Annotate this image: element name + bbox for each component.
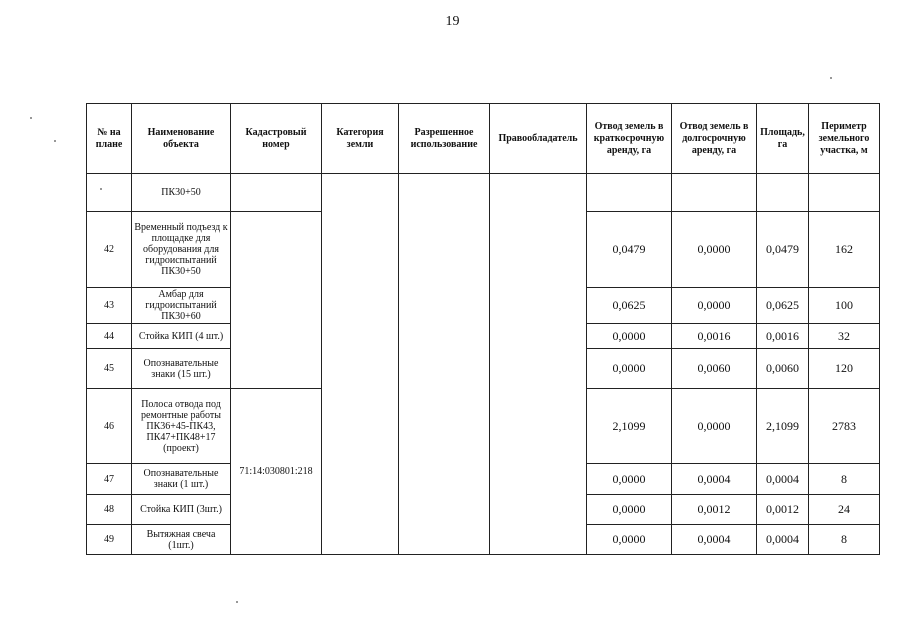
header-plan-number: № на плане xyxy=(87,104,132,174)
header-land-category: Категория земли xyxy=(322,104,399,174)
row-long-term: 0,0060 xyxy=(672,349,757,389)
row-long-term xyxy=(672,174,757,212)
row-perimeter: 24 xyxy=(809,495,880,525)
row-number: 48 xyxy=(87,495,132,525)
cadastral-number: 71:14:030801:218 xyxy=(231,389,322,555)
row-long-term: 0,0016 xyxy=(672,324,757,349)
row-short-term xyxy=(587,174,672,212)
row-object-name: Временный подъезд к площадке для оборудования для гидроиспытаний ПК30+50 xyxy=(132,212,231,288)
row-area: 0,0004 xyxy=(757,464,809,495)
permitted-use-cell xyxy=(399,174,490,555)
row-area: 0,0004 xyxy=(757,525,809,555)
row-long-term: 0,0004 xyxy=(672,464,757,495)
header-permitted-use: Разрешенное использование xyxy=(399,104,490,174)
row-short-term: 0,0000 xyxy=(587,464,672,495)
row-short-term: 2,1099 xyxy=(587,389,672,464)
row-object-name: Стойка КИП (3шт.) xyxy=(132,495,231,525)
row-object-name: Вытяжная свеча (1шт.) xyxy=(132,525,231,555)
scan-speck xyxy=(236,601,238,603)
owner-cell xyxy=(490,174,587,555)
row-area xyxy=(757,174,809,212)
row-area: 0,0625 xyxy=(757,288,809,324)
row-perimeter: 2783 xyxy=(809,389,880,464)
header-object-name: Наименование объекта xyxy=(132,104,231,174)
land-allocation-table xyxy=(86,103,880,555)
row-perimeter: 8 xyxy=(809,525,880,555)
row-object-name: Полоса отвода под ремонтные работы ПК36+45-ПК43, ПК47+ПК48+17 (проект) xyxy=(132,389,231,464)
scan-speck xyxy=(30,117,32,119)
row-number: 49 xyxy=(87,525,132,555)
row-object-name: Стойка КИП (4 шт.) xyxy=(132,324,231,349)
table-header-row xyxy=(87,104,880,174)
row-short-term: 0,0000 xyxy=(587,324,672,349)
row-area: 2,1099 xyxy=(757,389,809,464)
row-long-term: 0,0004 xyxy=(672,525,757,555)
page-number: 19 xyxy=(445,14,460,29)
row-number: 45 xyxy=(87,349,132,389)
row-perimeter: 8 xyxy=(809,464,880,495)
row-number: 44 xyxy=(87,324,132,349)
row-perimeter: 100 xyxy=(809,288,880,324)
row-object-name: Амбар для гидроиспытаний ПК30+60 xyxy=(132,288,231,324)
table-row xyxy=(87,174,880,212)
land-category-cell xyxy=(322,174,399,555)
row-long-term: 0,0000 xyxy=(672,212,757,288)
row-area: 0,0012 xyxy=(757,495,809,525)
row-object-name: Опознавательные знаки (1 шт.) xyxy=(132,464,231,495)
header-owner: Правообладатель xyxy=(490,104,587,174)
row-number: 47 xyxy=(87,464,132,495)
row-short-term: 0,0000 xyxy=(587,525,672,555)
cadastral-cell-upper xyxy=(231,212,322,389)
cadastral-cell-top xyxy=(231,174,322,212)
row-number: 46 xyxy=(87,389,132,464)
row-number: 42 xyxy=(87,212,132,288)
row-short-term: 0,0479 xyxy=(587,212,672,288)
row-perimeter: 32 xyxy=(809,324,880,349)
scan-speck xyxy=(100,188,102,190)
scan-speck xyxy=(830,77,832,79)
row-object-name: Опознавательные знаки (15 шт.) xyxy=(132,349,231,389)
header-short-term-lease: Отвод земель в краткосрочную аренду, га xyxy=(587,104,672,174)
row-short-term: 0,0625 xyxy=(587,288,672,324)
row-perimeter: 162 xyxy=(809,212,880,288)
row-short-term: 0,0000 xyxy=(587,495,672,525)
row-long-term: 0,0000 xyxy=(672,288,757,324)
header-perimeter: Периметр земельного участка, м xyxy=(809,104,880,174)
row-long-term: 0,0012 xyxy=(672,495,757,525)
header-long-term-lease: Отвод земель в долгосрочную аренду, га xyxy=(672,104,757,174)
row-short-term: 0,0000 xyxy=(587,349,672,389)
header-cadastral-number: Кадастровый номер xyxy=(231,104,322,174)
row-area: 0,0016 xyxy=(757,324,809,349)
row-perimeter: 120 xyxy=(809,349,880,389)
row-perimeter xyxy=(809,174,880,212)
row-area: 0,0060 xyxy=(757,349,809,389)
row-number: 43 xyxy=(87,288,132,324)
row-area: 0,0479 xyxy=(757,212,809,288)
row-long-term: 0,0000 xyxy=(672,389,757,464)
scan-speck xyxy=(54,140,56,142)
row-number xyxy=(87,174,132,212)
row-object-name: ПК30+50 xyxy=(132,174,231,212)
header-area: Площадь, га xyxy=(757,104,809,174)
